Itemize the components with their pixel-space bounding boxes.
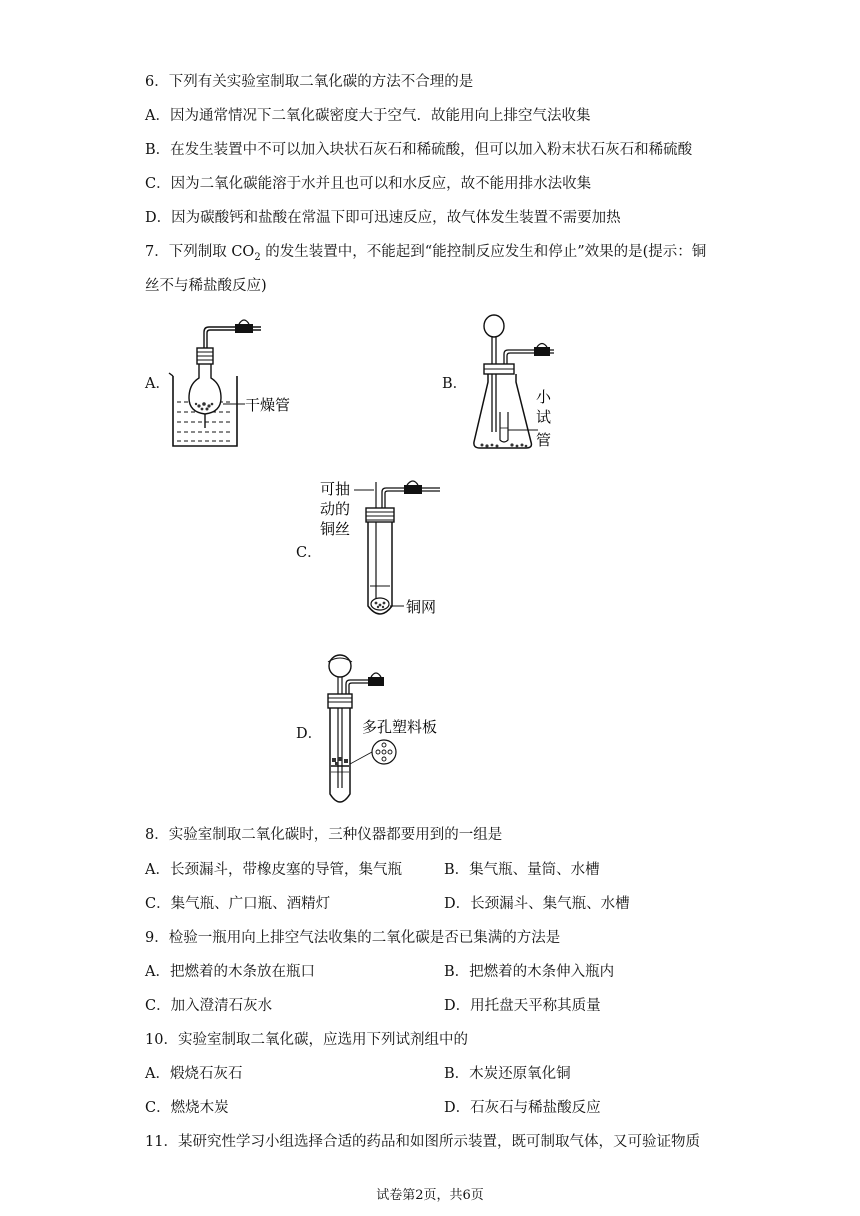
label-copper-mesh: 铜网 xyxy=(406,598,437,616)
q9-option-d: D．用托盘天平称其质量 xyxy=(444,998,601,1014)
label-porous-plate: 多孔塑料板 xyxy=(362,718,438,736)
q8-option-b: B．集气瓶、量筒、水槽 xyxy=(444,862,600,878)
q9-stem: 9．检验一瓶用向上排空气法收集的二氧化碳是否已集满的方法是 xyxy=(145,930,561,946)
q10-option-b: B．木炭还原氧化铜 xyxy=(444,1066,571,1082)
apparatus-d-diagram xyxy=(318,648,458,810)
q10-option-d: D．石灰石与稀盐酸反应 xyxy=(444,1100,601,1116)
q7-stem-pre: 7．下列制取 CO xyxy=(145,244,255,260)
q8-stem: 8．实验室制取二氧化碳时，三种仪器都要用到的一组是 xyxy=(145,827,503,843)
q10-option-c: C．燃烧木炭 xyxy=(145,1100,229,1116)
q7-stem-line2: 丝不与稀盐酸反应) xyxy=(145,278,267,294)
q7-stem-sub: 2 xyxy=(254,251,261,263)
label-copper-wire-3: 铜丝 xyxy=(320,520,351,538)
q9-option-a: A．把燃着的木条放在瓶口 xyxy=(145,964,315,980)
q7-stem-post: 的发生装置中，不能起到“能控制反应发生和停止”效果的是(提示：铜 xyxy=(260,244,707,260)
q6-option-d: D．因为碳酸钙和盐酸在常温下即可迅速反应，故气体发生装置不需要加热 xyxy=(145,210,621,226)
q10-option-a: A．煅烧石灰石 xyxy=(145,1066,243,1082)
q6-stem: 6．下列有关实验室制取二氧化碳的方法不合理的是 xyxy=(145,74,474,90)
q7-stem xyxy=(145,242,706,268)
q11-stem: 11．某研究性学习小组选择合适的药品和如图所示装置，既可制取气体，又可验证物质 xyxy=(145,1134,700,1150)
q8-option-d: D．长颈漏斗、集气瓶、水槽 xyxy=(444,896,630,912)
label-drying-tube: 干燥管 xyxy=(245,396,291,414)
label-small-tube-3: 管 xyxy=(536,431,552,449)
q8-option-c: C．集气瓶、广口瓶、酒精灯 xyxy=(145,896,331,912)
apparatus-c-diagram xyxy=(318,476,458,626)
q9-option-b: B．把燃着的木条伸入瓶内 xyxy=(444,964,615,980)
q8-option-a: A．长颈漏斗，带橡皮塞的导管，集气瓶 xyxy=(145,862,402,878)
q6-option-b: B．在发生装置中不可以加入块状石灰石和稀硫酸，但可以加入粉末状石灰石和稀硫酸 xyxy=(145,142,693,158)
q7-option-a-label: A． xyxy=(145,376,170,392)
q10-stem: 10．实验室制取二氧化碳，应选用下列试剂组中的 xyxy=(145,1032,468,1048)
q6-option-a: A．因为通常情况下二氧化碳密度大于空气．故能用向上排空气法收集 xyxy=(145,108,591,124)
q7-option-d-label: D． xyxy=(296,726,323,742)
label-copper-wire-1: 可抽 xyxy=(320,480,351,498)
q7-option-b-label: B． xyxy=(442,376,468,392)
label-copper-wire-2: 动的 xyxy=(320,500,351,518)
q7-option-c-label: C． xyxy=(296,545,322,561)
page-footer: 试卷第2页，共6页 xyxy=(376,1188,484,1203)
q6-option-c: C．因为二氧化碳能溶于水并且也可以和水反应，故不能用排水法收集 xyxy=(145,176,592,192)
q9-option-c: C．加入澄清石灰水 xyxy=(145,998,273,1014)
label-small-tube-1: 小 xyxy=(536,388,552,406)
label-small-tube-2: 试 xyxy=(536,408,552,426)
apparatus-a-diagram xyxy=(165,318,305,453)
apparatus-b-diagram xyxy=(470,312,570,457)
